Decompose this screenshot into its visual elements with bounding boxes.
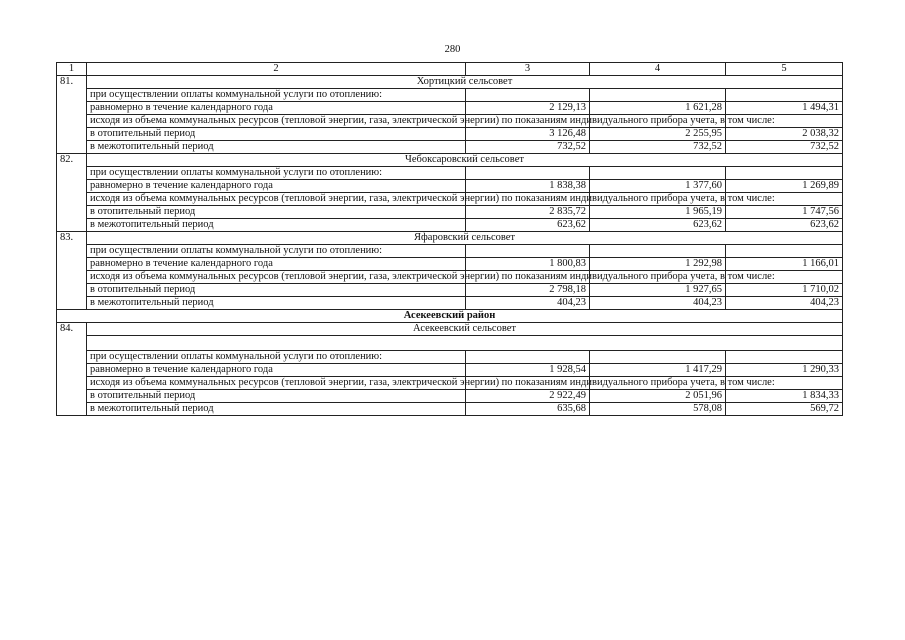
column-header: 1 <box>57 63 87 76</box>
value-col-4: 1 927,65 <box>590 284 726 297</box>
value-col-3: 635,68 <box>466 403 590 416</box>
value-col-4: 578,08 <box>590 403 726 416</box>
row-label: исходя из объема коммунальных ресурсов (тепловой энергии, газа, электрической энергии) по показаниям индивидуального прибора учета, в том числе: <box>87 271 466 284</box>
value-col-5: 569,72 <box>726 403 843 416</box>
table-row <box>57 377 843 390</box>
empty-cell <box>590 245 726 258</box>
value-col-4: 1 965,19 <box>590 206 726 219</box>
empty-cell <box>726 351 843 364</box>
row-label: в отопительный период <box>87 284 466 297</box>
row-label: исходя из объема коммунальных ресурсов (тепловой энергии, газа, электрической энергии) по показаниям индивидуального прибора учета, в том числе: <box>87 193 466 206</box>
table-row <box>57 102 843 115</box>
page-number: 280 <box>444 44 461 55</box>
value-col-3: 2 835,72 <box>466 206 590 219</box>
table-row <box>57 364 843 377</box>
table-row <box>57 206 843 219</box>
table-row <box>57 141 843 154</box>
value-col-5: 1 834,33 <box>726 390 843 403</box>
value-col-5: 1 710,02 <box>726 284 843 297</box>
section-number: 82. <box>57 154 87 232</box>
value-col-4: 732,52 <box>590 141 726 154</box>
intro-row <box>57 245 843 258</box>
section-title: Яфаровский сельсовет <box>87 232 843 245</box>
table-row <box>57 390 843 403</box>
section-number: 83. <box>57 232 87 310</box>
value-col-3: 2 798,18 <box>466 284 590 297</box>
blank-cell <box>87 336 843 351</box>
value-col-3: 404,23 <box>466 297 590 310</box>
intro-label: при осуществлении оплаты коммунальной услуги по отоплению: <box>87 351 466 364</box>
tariff-table <box>56 62 843 416</box>
table-row <box>57 180 843 193</box>
table-row <box>57 271 843 284</box>
table-row <box>57 219 843 232</box>
empty-cell <box>590 167 726 180</box>
value-col-3: 732,52 <box>466 141 590 154</box>
region-title: Асекеевский район <box>57 310 843 323</box>
empty-cell <box>466 89 590 102</box>
section-title-row <box>57 232 843 245</box>
row-label: равномерно в течение календарного года <box>87 180 466 193</box>
row-label: в межотопительный период <box>87 297 466 310</box>
value-col-4: 1 377,60 <box>590 180 726 193</box>
value-col-4: 2 051,96 <box>590 390 726 403</box>
row-label: в межотопительный период <box>87 403 466 416</box>
value-col-4: 2 255,95 <box>590 128 726 141</box>
value-col-3: 2 922,49 <box>466 390 590 403</box>
column-header: 2 <box>87 63 466 76</box>
table-row <box>57 403 843 416</box>
table-row <box>57 258 843 271</box>
value-col-5: 1 747,56 <box>726 206 843 219</box>
intro-label: при осуществлении оплаты коммунальной услуги по отоплению: <box>87 245 466 258</box>
row-label: исходя из объема коммунальных ресурсов (тепловой энергии, газа, электрической энергии) по показаниям индивидуального прибора учета, в том числе: <box>87 115 466 128</box>
row-label: исходя из объема коммунальных ресурсов (тепловой энергии, газа, электрической энергии) по показаниям индивидуального прибора учета, в том числе: <box>87 377 466 390</box>
empty-cell <box>466 167 590 180</box>
column-header: 4 <box>590 63 726 76</box>
value-col-4: 1 417,29 <box>590 364 726 377</box>
value-col-5: 1 494,31 <box>726 102 843 115</box>
row-label: равномерно в течение календарного года <box>87 258 466 271</box>
empty-cell <box>726 167 843 180</box>
intro-row <box>57 89 843 102</box>
intro-label: при осуществлении оплаты коммунальной услуги по отоплению: <box>87 167 466 180</box>
value-col-5: 623,62 <box>726 219 843 232</box>
intro-row <box>57 351 843 364</box>
column-header: 3 <box>466 63 590 76</box>
value-col-3: 1 800,83 <box>466 258 590 271</box>
row-label: в отопительный период <box>87 206 466 219</box>
region-row <box>57 310 843 323</box>
value-col-5: 1 166,01 <box>726 258 843 271</box>
value-col-4: 1 292,98 <box>590 258 726 271</box>
empty-cell <box>590 351 726 364</box>
section-number: 84. <box>57 323 87 416</box>
value-col-5: 404,23 <box>726 297 843 310</box>
section-title: Хортицкий сельсовет <box>87 76 843 89</box>
section-title-row <box>57 154 843 167</box>
section-number: 81. <box>57 76 87 154</box>
section-title-row <box>57 323 843 336</box>
table-row <box>57 128 843 141</box>
intro-label: при осуществлении оплаты коммунальной услуги по отоплению: <box>87 89 466 102</box>
value-col-5: 1 269,89 <box>726 180 843 193</box>
value-col-3: 623,62 <box>466 219 590 232</box>
value-col-5: 2 038,32 <box>726 128 843 141</box>
table-row <box>57 115 843 128</box>
empty-cell <box>466 351 590 364</box>
section-title-row <box>57 76 843 89</box>
section-title: Асекеевский сельсовет <box>87 323 843 336</box>
row-label: в отопительный период <box>87 390 466 403</box>
value-col-5: 1 290,33 <box>726 364 843 377</box>
value-col-4: 1 621,28 <box>590 102 726 115</box>
row-label: в отопительный период <box>87 128 466 141</box>
value-col-4: 623,62 <box>590 219 726 232</box>
table-row <box>57 284 843 297</box>
table-row <box>57 193 843 206</box>
section-title: Чебоксаровский сельсовет <box>87 154 843 167</box>
value-col-3: 2 129,13 <box>466 102 590 115</box>
row-label: равномерно в течение календарного года <box>87 102 466 115</box>
row-label: в межотопительный период <box>87 141 466 154</box>
row-label: равномерно в течение календарного года <box>87 364 466 377</box>
value-col-3: 1 928,54 <box>466 364 590 377</box>
empty-cell <box>590 89 726 102</box>
value-col-5: 732,52 <box>726 141 843 154</box>
value-col-3: 1 838,38 <box>466 180 590 193</box>
value-col-4: 404,23 <box>590 297 726 310</box>
empty-cell <box>726 89 843 102</box>
value-col-3: 3 126,48 <box>466 128 590 141</box>
blank-row <box>57 336 843 351</box>
table-row <box>57 297 843 310</box>
row-label: в межотопительный период <box>87 219 466 232</box>
column-header-row <box>57 63 843 76</box>
empty-cell <box>726 245 843 258</box>
empty-cell <box>466 245 590 258</box>
column-header: 5 <box>726 63 843 76</box>
intro-row <box>57 167 843 180</box>
